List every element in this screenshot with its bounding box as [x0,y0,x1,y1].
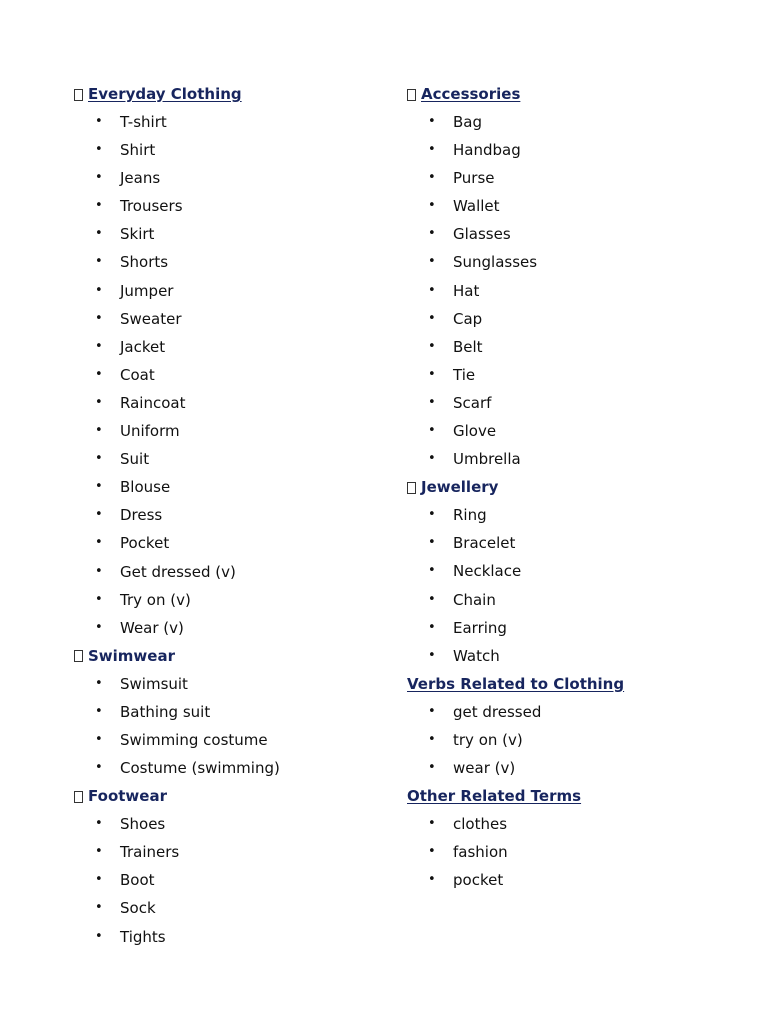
bullet-icon: • [428,619,436,635]
bullet-icon: • [95,760,103,776]
vocabulary-list [74,810,404,950]
list-item-text: Shoes [120,815,166,834]
section-swimwear [74,642,404,782]
list-item [74,726,404,754]
bullet-icon: • [95,703,103,719]
list-item-text: Skirt [120,225,155,244]
bullet-icon: • [428,423,436,439]
section-heading-text[interactable]: Everyday Clothing [88,85,242,103]
list-item [74,417,404,445]
list-item [407,361,737,389]
vocabulary-list [407,501,737,670]
bullet-icon: • [95,142,103,158]
bullet-icon: • [95,170,103,186]
list-item-text: Try on (v) [120,590,191,609]
section-heading[interactable] [407,80,737,108]
list-item-text: wear (v) [453,758,516,777]
bullet-icon: • [95,535,103,551]
list-item-text: Wallet [453,197,500,216]
list-item [407,698,737,726]
section-heading-text[interactable]: Verbs Related to Clothing [407,674,625,693]
section-heading-text: Swimwear [88,646,175,665]
placeholder-glyph-icon [74,791,83,803]
bullet-icon: • [428,591,436,607]
vocabulary-list [407,698,737,782]
list-item [74,501,404,529]
placeholder-glyph-icon [74,650,83,662]
bullet-icon: • [95,282,103,298]
right-column [407,80,737,894]
list-item [407,810,737,838]
bullet-icon: • [95,198,103,214]
bullet-icon: • [428,394,436,410]
list-item [74,586,404,614]
section-jewellery [407,473,737,670]
section-heading-text[interactable]: Accessories [421,85,521,103]
list-item-text: Pocket [120,534,170,553]
list-item-text: Boot [120,871,155,890]
bullet-icon: • [428,816,436,832]
bullet-icon: • [95,507,103,523]
list-item [407,642,737,670]
section-heading[interactable] [74,80,404,108]
list-item [407,136,737,164]
section-heading-text[interactable]: Other Related Terms [407,787,582,806]
bullet-icon: • [95,394,103,410]
bullet-icon: • [95,816,103,832]
list-item-text: T-shirt [120,113,167,131]
list-item-text: Suit [120,450,150,469]
list-item-text: Costume (swimming) [120,759,280,778]
list-item-text: Sweater [120,309,182,328]
bullet-icon: • [428,310,436,326]
list-item [74,389,404,417]
list-item-text: Trainers [120,843,180,862]
list-item-text: Chain [453,590,496,609]
bullet-icon: • [95,900,103,916]
list-item [407,445,737,473]
list-item [74,305,404,333]
bullet-icon: • [428,338,436,354]
list-item-text: Bathing suit [120,702,211,721]
list-item-text: Shirt [120,141,156,160]
list-item [407,277,737,305]
bullet-icon: • [95,872,103,888]
section-footwear [74,782,404,950]
bullet-icon: • [428,142,436,158]
list-item-text: fashion [453,843,508,862]
section-heading [407,473,737,501]
bullet-icon: • [428,507,436,523]
list-item-text: Handbag [453,141,521,160]
list-item-text: Umbrella [453,450,521,469]
list-item [407,586,737,614]
list-item [74,473,404,501]
list-item [407,389,737,417]
left-column [74,80,404,951]
vocabulary-list [74,670,404,782]
list-item-text: Raincoat [120,393,186,412]
bullet-icon: • [95,366,103,382]
list-item-text: Blouse [120,478,171,497]
bullet-icon: • [428,282,436,298]
list-item-text: Wear (v) [120,618,184,637]
bullet-icon: • [95,479,103,495]
list-item [74,838,404,866]
bullet-icon: • [428,731,436,747]
list-item-text: Jumper [120,281,174,300]
bullet-icon: • [95,675,103,691]
bullet-icon: • [428,198,436,214]
list-item [407,305,737,333]
list-item-text: Cap [453,309,483,328]
bullet-icon: • [95,619,103,635]
list-item-text: Swimming costume [120,730,268,749]
list-item [407,501,737,529]
bullet-icon: • [95,423,103,439]
list-item-text: Tie [453,365,476,384]
bullet-icon: • [95,928,103,944]
section-accessories [407,80,737,473]
list-item-text: Ring [453,506,487,525]
list-item [74,164,404,192]
list-item [74,361,404,389]
list-item [74,810,404,838]
list-item [74,614,404,642]
bullet-icon: • [428,535,436,551]
list-item [407,614,737,642]
bullet-icon: • [95,114,103,129]
bullet-icon: • [428,563,436,579]
list-item [407,220,737,248]
bullet-icon: • [95,451,103,467]
list-item-text: Glasses [453,225,511,244]
list-item [74,136,404,164]
list-item-text: Sunglasses [453,253,538,272]
list-item [74,529,404,557]
list-item [407,838,737,866]
bullet-icon: • [95,563,103,579]
bullet-icon: • [428,366,436,382]
list-item [74,866,404,894]
list-item [74,698,404,726]
placeholder-glyph-icon [74,89,83,101]
list-item [407,248,737,276]
list-item [74,108,404,136]
list-item [74,923,404,951]
list-item-text: pocket [453,871,504,890]
list-item-text: clothes [453,815,508,834]
list-item-text: Swimsuit [120,674,188,693]
section-heading-text: Jewellery [421,478,499,497]
list-item-text: Get dressed (v) [120,562,236,581]
list-item [407,754,737,782]
section-everyday-clothing [74,80,404,642]
list-item-text: Coat [120,365,155,384]
list-item-text: Shorts [120,253,169,272]
list-item-text: Hat [453,281,480,300]
bullet-icon: • [95,254,103,270]
list-item [407,108,737,136]
placeholder-glyph-icon [407,482,416,494]
bullet-icon: • [95,731,103,747]
bullet-icon: • [95,226,103,242]
list-item [74,277,404,305]
bullet-icon: • [428,170,436,186]
bullet-icon: • [428,226,436,242]
list-item-text: Earring [453,618,507,637]
list-item-text: Watch [453,646,500,665]
list-item-text: Sock [120,899,156,918]
list-item-text: try on (v) [453,730,523,749]
list-item [407,192,737,220]
list-item [74,248,404,276]
bullet-icon: • [95,310,103,326]
list-item [407,866,737,894]
bullet-icon: • [428,647,436,663]
bullet-icon: • [428,872,436,888]
list-item [74,192,404,220]
list-item [407,417,737,445]
list-item-text: Glove [453,422,497,441]
section-other-related-terms [407,782,737,894]
vocabulary-list [407,810,737,894]
list-item [407,529,737,557]
list-item-text: Trousers [120,197,183,216]
list-item [407,557,737,585]
bullet-icon: • [428,451,436,467]
list-item-text: Jeans [120,169,161,188]
list-item [74,445,404,473]
list-item-text: get dressed [453,702,542,721]
bullet-icon: • [95,591,103,607]
list-item-text: Purse [453,169,495,188]
list-item-text: Belt [453,337,483,356]
list-item-text: Uniform [120,422,180,441]
bullet-icon: • [428,254,436,270]
list-item-text: Dress [120,506,163,525]
bullet-icon: • [428,759,436,775]
list-item-text: Jacket [120,337,166,356]
list-item-text: Necklace [453,562,522,581]
section-heading[interactable] [407,670,737,698]
bullet-icon: • [428,114,436,129]
vocabulary-list [74,108,404,642]
bullet-icon: • [95,844,103,860]
list-item [74,754,404,782]
list-item [407,333,737,361]
section-verbs-related-to-clothing [407,670,737,782]
list-item [74,670,404,698]
list-item-text: Bag [453,113,483,131]
section-heading-text: Footwear [88,787,167,806]
list-item-text: Tights [120,927,166,946]
vocabulary-list [407,108,737,473]
section-heading [74,642,404,670]
placeholder-glyph-icon [407,89,416,101]
section-heading [74,782,404,810]
list-item [74,894,404,922]
bullet-icon: • [428,703,436,719]
list-item [74,333,404,361]
list-item-text: Scarf [453,393,492,412]
section-heading[interactable] [407,782,737,810]
bullet-icon: • [428,844,436,860]
list-item [74,220,404,248]
bullet-icon: • [95,338,103,354]
list-item [407,726,737,754]
list-item [74,558,404,586]
list-item [407,164,737,192]
list-item-text: Bracelet [453,534,516,553]
